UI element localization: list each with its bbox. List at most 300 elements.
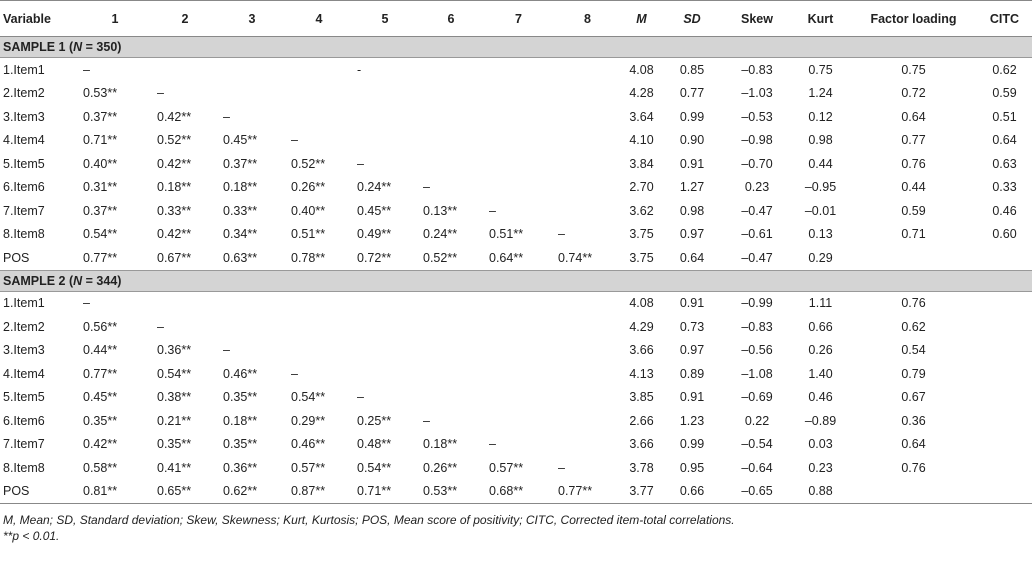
value-cell — [484, 152, 553, 176]
table-row — [0, 480, 1032, 504]
header-row — [0, 1, 1032, 37]
value-cell: 3.75 — [629, 227, 654, 242]
value-cell — [152, 58, 218, 82]
value-cell: 0.37** — [83, 203, 118, 218]
value-cell: 0.52** — [423, 250, 458, 265]
value-cell — [418, 58, 484, 82]
value-cell — [484, 386, 553, 410]
value-cell: 4.08 — [629, 62, 654, 77]
value-cell — [553, 362, 622, 386]
value-cell: 0.57** — [489, 460, 524, 475]
value-cell: – — [223, 109, 230, 124]
value-cell: – — [489, 203, 496, 218]
value-cell: 0.71** — [83, 133, 118, 148]
value-cell: 0.12 — [808, 109, 833, 124]
value-cell: 0.87** — [286, 480, 352, 504]
value-cell — [352, 339, 418, 363]
value-cell: 2.70 — [629, 180, 654, 195]
value-cell: 0.91 — [679, 390, 705, 405]
value-cell: – — [291, 366, 298, 381]
value-cell: 0.60 — [992, 227, 1017, 242]
value-cell — [553, 58, 622, 82]
value-cell: 0.13 — [808, 227, 833, 242]
value-cell: 0.33 — [992, 180, 1017, 195]
value-cell: 0.95 — [679, 460, 705, 475]
value-cell: 0.51** — [489, 227, 524, 242]
value-cell — [484, 82, 553, 106]
value-cell: 1.27 — [679, 180, 705, 195]
value-cell — [352, 105, 418, 129]
table-row — [0, 82, 1032, 106]
variable-cell: 4.Item4 — [3, 366, 45, 381]
value-cell: 0.88 — [791, 480, 850, 504]
value-cell: 0.63** — [223, 250, 258, 265]
value-cell: 0.75 — [901, 62, 926, 77]
value-cell: 4.10 — [629, 133, 654, 148]
value-cell — [553, 129, 622, 153]
value-cell — [484, 409, 553, 433]
value-cell: 0.57** — [291, 460, 326, 475]
value-cell: 3.66 — [629, 343, 654, 358]
value-cell: 0.42** — [157, 227, 192, 242]
value-cell: 0.64 — [992, 133, 1017, 148]
value-cell: 0.42** — [157, 156, 192, 171]
value-cell — [218, 315, 286, 339]
value-cell: 0.42** — [157, 109, 192, 124]
column-header: 2 — [152, 1, 218, 37]
value-cell — [286, 82, 352, 106]
variable-cell: 1.Item1 — [3, 62, 45, 77]
value-cell: 0.29 — [808, 250, 833, 265]
sample-label-suffix: = 344) — [82, 273, 122, 288]
value-cell: 0.64 — [679, 250, 705, 265]
value-cell — [286, 339, 352, 363]
value-cell: 0.22 — [744, 413, 770, 428]
value-cell: –1.08 — [741, 366, 773, 381]
value-cell: 1.23 — [679, 413, 705, 428]
value-cell: 0.77 — [901, 133, 926, 148]
table-row — [0, 291, 1032, 315]
value-cell: –0.83 — [741, 62, 773, 77]
column-header: Factor loading — [850, 1, 977, 37]
variable-cell: 3.Item3 — [3, 343, 45, 358]
value-cell: –0.54 — [741, 437, 773, 452]
value-cell: 0.03 — [808, 437, 833, 452]
value-cell: 0.18** — [223, 413, 258, 428]
value-cell: 0.21** — [157, 413, 192, 428]
value-cell — [484, 105, 553, 129]
value-cell: 4.28 — [629, 86, 654, 101]
value-cell — [977, 291, 1032, 315]
value-cell — [484, 291, 553, 315]
value-cell: – — [157, 319, 164, 334]
value-cell — [418, 362, 484, 386]
column-header: SD — [661, 1, 723, 37]
value-cell: 0.85 — [679, 62, 705, 77]
value-cell: 0.18** — [223, 180, 258, 195]
value-cell: 3.84 — [629, 156, 654, 171]
value-cell: 0.52** — [291, 156, 326, 171]
value-cell: –1.03 — [741, 86, 773, 101]
value-cell: 0.18** — [423, 437, 458, 452]
table-row — [0, 456, 1032, 480]
value-cell — [418, 129, 484, 153]
value-cell — [286, 315, 352, 339]
value-cell — [977, 386, 1032, 410]
value-cell: 0.54** — [157, 366, 192, 381]
value-cell: – — [423, 180, 430, 195]
value-cell: – — [357, 156, 364, 171]
value-cell: 0.44 — [901, 180, 926, 195]
table-notes — [0, 512, 1012, 544]
value-cell: 0.58** — [83, 460, 118, 475]
value-cell — [484, 176, 553, 200]
value-cell: 0.98 — [808, 133, 833, 148]
value-cell: 0.45** — [223, 133, 258, 148]
value-cell — [850, 480, 977, 504]
variable-cell: 3.Item3 — [3, 109, 45, 124]
sample-section-row — [0, 37, 1032, 58]
column-header: CITC — [977, 1, 1032, 37]
value-cell: –0.89 — [804, 413, 837, 428]
value-cell: 0.91 — [679, 156, 705, 171]
value-cell: 0.46 — [808, 390, 833, 405]
value-cell: 0.71 — [901, 227, 926, 242]
value-cell: –0.99 — [741, 296, 773, 311]
value-cell — [977, 433, 1032, 457]
value-cell: 3.64 — [629, 109, 654, 124]
table-row — [0, 223, 1032, 247]
value-cell: 4.13 — [629, 366, 654, 381]
value-cell — [553, 82, 622, 106]
value-cell: 0.54** — [83, 227, 118, 242]
value-cell — [352, 291, 418, 315]
value-cell — [218, 82, 286, 106]
value-cell: 0.77** — [83, 366, 118, 381]
value-cell: – — [558, 460, 565, 475]
value-cell: 0.72** — [357, 250, 392, 265]
column-header: 3 — [218, 1, 286, 37]
column-header: 1 — [78, 1, 152, 37]
value-cell: 0.77 — [679, 86, 705, 101]
variable-cell: 2.Item2 — [3, 319, 45, 334]
value-cell: 0.40** — [291, 203, 326, 218]
value-cell — [418, 386, 484, 410]
value-cell: 0.67 — [901, 390, 926, 405]
value-cell: 0.53** — [83, 86, 118, 101]
value-cell: 0.79 — [901, 366, 926, 381]
value-cell: 0.23 — [744, 180, 770, 195]
value-cell: –0.98 — [741, 133, 773, 148]
variable-cell: 8.Item8 — [3, 460, 45, 475]
variable-cell: 6.Item6 — [3, 413, 45, 428]
sample-label-n: N — [73, 273, 83, 288]
value-cell: 0.25** — [357, 413, 392, 428]
value-cell — [352, 82, 418, 106]
value-cell: –0.65 — [723, 480, 791, 504]
value-cell: 0.26** — [423, 460, 458, 475]
value-cell: –0.64 — [741, 460, 773, 475]
value-cell: 3.85 — [629, 390, 654, 405]
variable-cell: POS — [0, 480, 78, 504]
variable-cell: 8.Item8 — [3, 227, 45, 242]
table-row — [0, 199, 1032, 223]
value-cell — [850, 246, 977, 270]
value-cell: 0.37** — [83, 109, 118, 124]
value-cell: 0.51 — [992, 109, 1017, 124]
value-cell — [553, 386, 622, 410]
value-cell: 0.23 — [808, 460, 833, 475]
table-row — [0, 339, 1032, 363]
value-cell: 0.13** — [423, 203, 458, 218]
variable-cell: 7.Item7 — [3, 437, 45, 452]
sample-label-prefix: SAMPLE 2 ( — [3, 273, 74, 288]
value-cell: – — [357, 390, 364, 405]
value-cell — [418, 315, 484, 339]
value-cell: 0.76 — [901, 460, 926, 475]
value-cell — [484, 315, 553, 339]
variable-cell: 5.Item5 — [3, 156, 45, 171]
value-cell — [218, 291, 286, 315]
value-cell: 0.81** — [78, 480, 152, 504]
sample-label-n: N — [73, 40, 83, 54]
sample-label-suffix: = 350) — [82, 40, 122, 54]
value-cell: 0.59 — [901, 203, 926, 218]
value-cell: 0.89 — [679, 366, 705, 381]
column-header: 4 — [286, 1, 352, 37]
variable-cell: POS — [3, 250, 30, 265]
value-cell: 0.78** — [291, 250, 326, 265]
column-header: 8 — [553, 1, 622, 37]
sample-section-row — [0, 270, 1032, 291]
value-cell: 0.56** — [83, 319, 118, 334]
variable-cell: 5.Item5 — [3, 390, 45, 405]
value-cell: 0.38** — [157, 390, 192, 405]
table-row — [0, 246, 1032, 270]
value-cell — [418, 82, 484, 106]
value-cell: 0.36** — [223, 460, 258, 475]
value-cell — [286, 58, 352, 82]
value-cell — [286, 291, 352, 315]
value-cell: – — [489, 437, 496, 452]
value-cell: 0.52** — [157, 133, 192, 148]
value-cell: 3.75 — [629, 250, 654, 265]
column-header: 5 — [352, 1, 418, 37]
value-cell: 0.46** — [291, 437, 326, 452]
abbreviations-note: M, Mean; SD, Standard deviation; Skew, Skewness; Kurt, Kurtosis; POS, Mean score of positivity; CITC, Corrected item-total correlations. — [3, 513, 735, 527]
value-cell: 0.71** — [352, 480, 418, 504]
value-cell: 0.72 — [901, 86, 926, 101]
value-cell: 0.74** — [558, 250, 593, 265]
value-cell: 1.11 — [808, 296, 833, 311]
value-cell — [977, 409, 1032, 433]
value-cell: 0.33** — [223, 203, 258, 218]
value-cell: 4.29 — [629, 319, 654, 334]
table-row — [0, 362, 1032, 386]
value-cell: 0.36 — [901, 413, 926, 428]
value-cell — [553, 199, 622, 223]
value-cell: 0.97 — [679, 227, 705, 242]
value-cell: 4.08 — [629, 296, 654, 311]
value-cell: 0.62 — [992, 62, 1017, 77]
value-cell: –0.47 — [741, 203, 773, 218]
sample-label-prefix: SAMPLE 1 ( — [3, 40, 74, 54]
value-cell: 0.46 — [992, 203, 1017, 218]
value-cell — [553, 176, 622, 200]
table-row — [0, 386, 1032, 410]
value-cell: 1.40 — [808, 366, 833, 381]
value-cell: 0.54** — [291, 390, 326, 405]
value-cell: 0.24** — [423, 227, 458, 242]
value-cell — [553, 433, 622, 457]
value-cell: 0.44 — [808, 156, 833, 171]
value-cell: – — [558, 227, 565, 242]
value-cell: 0.77** — [83, 250, 118, 265]
value-cell: 0.34** — [223, 227, 258, 242]
value-cell: –0.53 — [741, 109, 773, 124]
value-cell: 0.35** — [223, 390, 258, 405]
column-header: Kurt — [791, 1, 850, 37]
value-cell: 3.78 — [629, 460, 654, 475]
value-cell — [218, 58, 286, 82]
value-cell — [977, 246, 1032, 270]
value-cell — [977, 480, 1032, 504]
value-cell: 0.35** — [157, 437, 192, 452]
value-cell: 0.97 — [679, 343, 705, 358]
value-cell: 0.66 — [661, 480, 723, 504]
value-cell: 0.64 — [901, 109, 926, 124]
value-cell: 0.73 — [679, 319, 705, 334]
value-cell: 0.31** — [83, 180, 118, 195]
value-cell: 0.36** — [157, 343, 192, 358]
value-cell: – — [83, 62, 90, 77]
value-cell — [553, 339, 622, 363]
value-cell: 0.64** — [489, 250, 524, 265]
value-cell: 0.66 — [808, 319, 833, 334]
table-row — [0, 409, 1032, 433]
variable-cell: 4.Item4 — [3, 133, 45, 148]
value-cell: 0.77** — [553, 480, 622, 504]
value-cell — [418, 105, 484, 129]
value-cell: 0.24** — [357, 180, 392, 195]
value-cell: 0.62** — [218, 480, 286, 504]
value-cell — [418, 291, 484, 315]
value-cell: 0.18** — [157, 180, 192, 195]
value-cell: 0.54** — [357, 460, 392, 475]
table-row — [0, 315, 1032, 339]
column-header: 6 — [418, 1, 484, 37]
value-cell: 0.67** — [157, 250, 192, 265]
column-header: Skew — [723, 1, 791, 37]
value-cell: 0.41** — [157, 460, 192, 475]
value-cell: 0.98 — [679, 203, 705, 218]
value-cell: 0.35** — [223, 437, 258, 452]
value-cell: 0.65** — [152, 480, 218, 504]
value-cell: 0.29** — [291, 413, 326, 428]
table-row — [0, 58, 1032, 82]
value-cell: 0.42** — [83, 437, 118, 452]
table-row — [0, 152, 1032, 176]
sample-label — [0, 37, 1032, 58]
value-cell: 0.51** — [291, 227, 326, 242]
value-cell: 0.35** — [83, 413, 118, 428]
value-cell — [352, 129, 418, 153]
value-cell: 0.91 — [679, 296, 705, 311]
value-cell: –0.83 — [741, 319, 773, 334]
value-cell: 0.76 — [901, 156, 926, 171]
value-cell — [484, 339, 553, 363]
value-cell: 0.46** — [223, 366, 258, 381]
value-cell: 0.53** — [418, 480, 484, 504]
value-cell: 3.62 — [629, 203, 654, 218]
value-cell — [484, 129, 553, 153]
value-cell: 0.40** — [83, 156, 118, 171]
variable-cell: 1.Item1 — [3, 296, 45, 311]
value-cell: 0.48** — [357, 437, 392, 452]
value-cell: 0.33** — [157, 203, 192, 218]
value-cell — [553, 315, 622, 339]
column-header: 7 — [484, 1, 553, 37]
value-cell: – — [157, 86, 164, 101]
value-cell — [484, 58, 553, 82]
value-cell: 0.90 — [679, 133, 705, 148]
value-cell: 0.54 — [901, 343, 926, 358]
value-cell — [977, 456, 1032, 480]
value-cell — [352, 315, 418, 339]
value-cell: –0.47 — [741, 250, 773, 265]
value-cell — [553, 152, 622, 176]
value-cell: –0.95 — [804, 180, 837, 195]
value-cell: 0.26 — [808, 343, 833, 358]
value-cell — [553, 291, 622, 315]
value-cell — [152, 291, 218, 315]
value-cell: 0.68** — [484, 480, 553, 504]
value-cell: - — [357, 62, 362, 77]
value-cell — [977, 315, 1032, 339]
value-cell: 3.66 — [629, 437, 654, 452]
value-cell — [553, 105, 622, 129]
variable-cell: 6.Item6 — [3, 180, 45, 195]
value-cell: 0.45** — [357, 203, 392, 218]
value-cell: –0.01 — [804, 203, 837, 218]
table-row — [0, 105, 1032, 129]
value-cell — [553, 409, 622, 433]
value-cell: –0.56 — [741, 343, 773, 358]
value-cell — [418, 339, 484, 363]
value-cell: 0.62 — [901, 319, 926, 334]
value-cell: 0.26** — [291, 180, 326, 195]
value-cell: – — [291, 133, 298, 148]
value-cell: 0.76 — [901, 296, 926, 311]
significance-note: **p < 0.01. — [3, 529, 60, 543]
table-row — [0, 433, 1032, 457]
value-cell: 3.77 — [622, 480, 661, 504]
value-cell: 2.66 — [629, 413, 654, 428]
column-header: M — [622, 1, 661, 37]
value-cell — [484, 362, 553, 386]
value-cell — [418, 152, 484, 176]
value-cell: 0.37** — [223, 156, 258, 171]
value-cell: 0.63 — [992, 156, 1017, 171]
value-cell: 1.24 — [808, 86, 833, 101]
value-cell: 0.49** — [357, 227, 392, 242]
value-cell — [977, 362, 1032, 386]
table-row — [0, 129, 1032, 153]
variable-cell: 7.Item7 — [3, 203, 45, 218]
value-cell: –0.61 — [741, 227, 773, 242]
value-cell: – — [223, 343, 230, 358]
value-cell: 0.45** — [83, 390, 118, 405]
